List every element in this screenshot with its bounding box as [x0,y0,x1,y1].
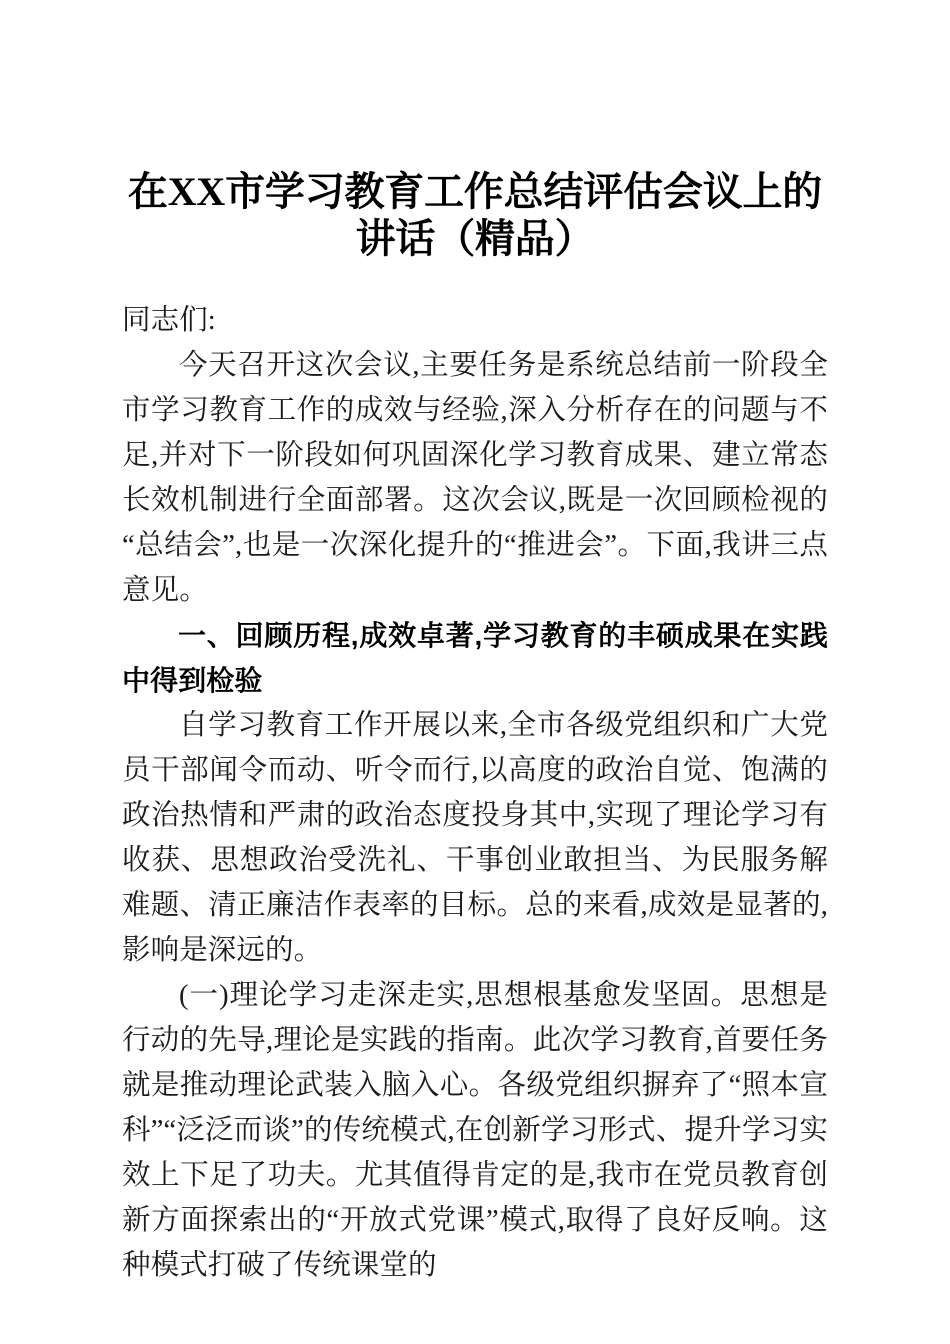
salutation-line: 同志们: [122,305,216,336]
opening-paragraph: 今天召开这次会议,主要任务是系统总结前一阶段全市学习教育工作的成效与经验,深入分析存在的问题与不足,并对下一阶段如何巩固深化学习教育成果、建立常态长效机制进行全面部署。这次会议,既是一次回顾检视的“总结会”,也是一次深化提升的“推进会”。下面,我讲三点意见。 [122,350,828,606]
document-text-column [122,0,828,1288]
body-paragraph-1: 自学习教育工作开展以来,全市各级党组织和广大党员干部闻令而动、听令而行,以高度的政治自觉、饱满的政治热情和严肃的政治态度投身其中,实现了理论学习有收获、思想政治受洗礼、干事创业敢担当、为民服务解难题、清正廉洁作表率的目标。总的来看,成效是显著的,影响是深远的。 [122,710,828,966]
body-paragraph-2: (一)理论学习走深走实,思想根基愈发坚固。思想是行动的先导,理论是实践的指南。此次学习教育,首要任务就是推动理论武装入脑入心。各级党组织摒弃了“照本宣科”“泛泛而谈”的传统模式,在创新学习形式、提升学习实效上下足了功夫。尤其值得肯定的是,我市在党员教育创新方面探索出的“开放式党课”模式,取得了良好反响。这种模式打破了传统课堂的 [122,980,828,1281]
document-title: 在XX市学习教育工作总结评估会议上的讲话（精品） [127,169,823,261]
section-heading-one: 一、回顾历程,成效卓著,学习教育的丰硕成果在实践中得到检验 [122,620,828,696]
